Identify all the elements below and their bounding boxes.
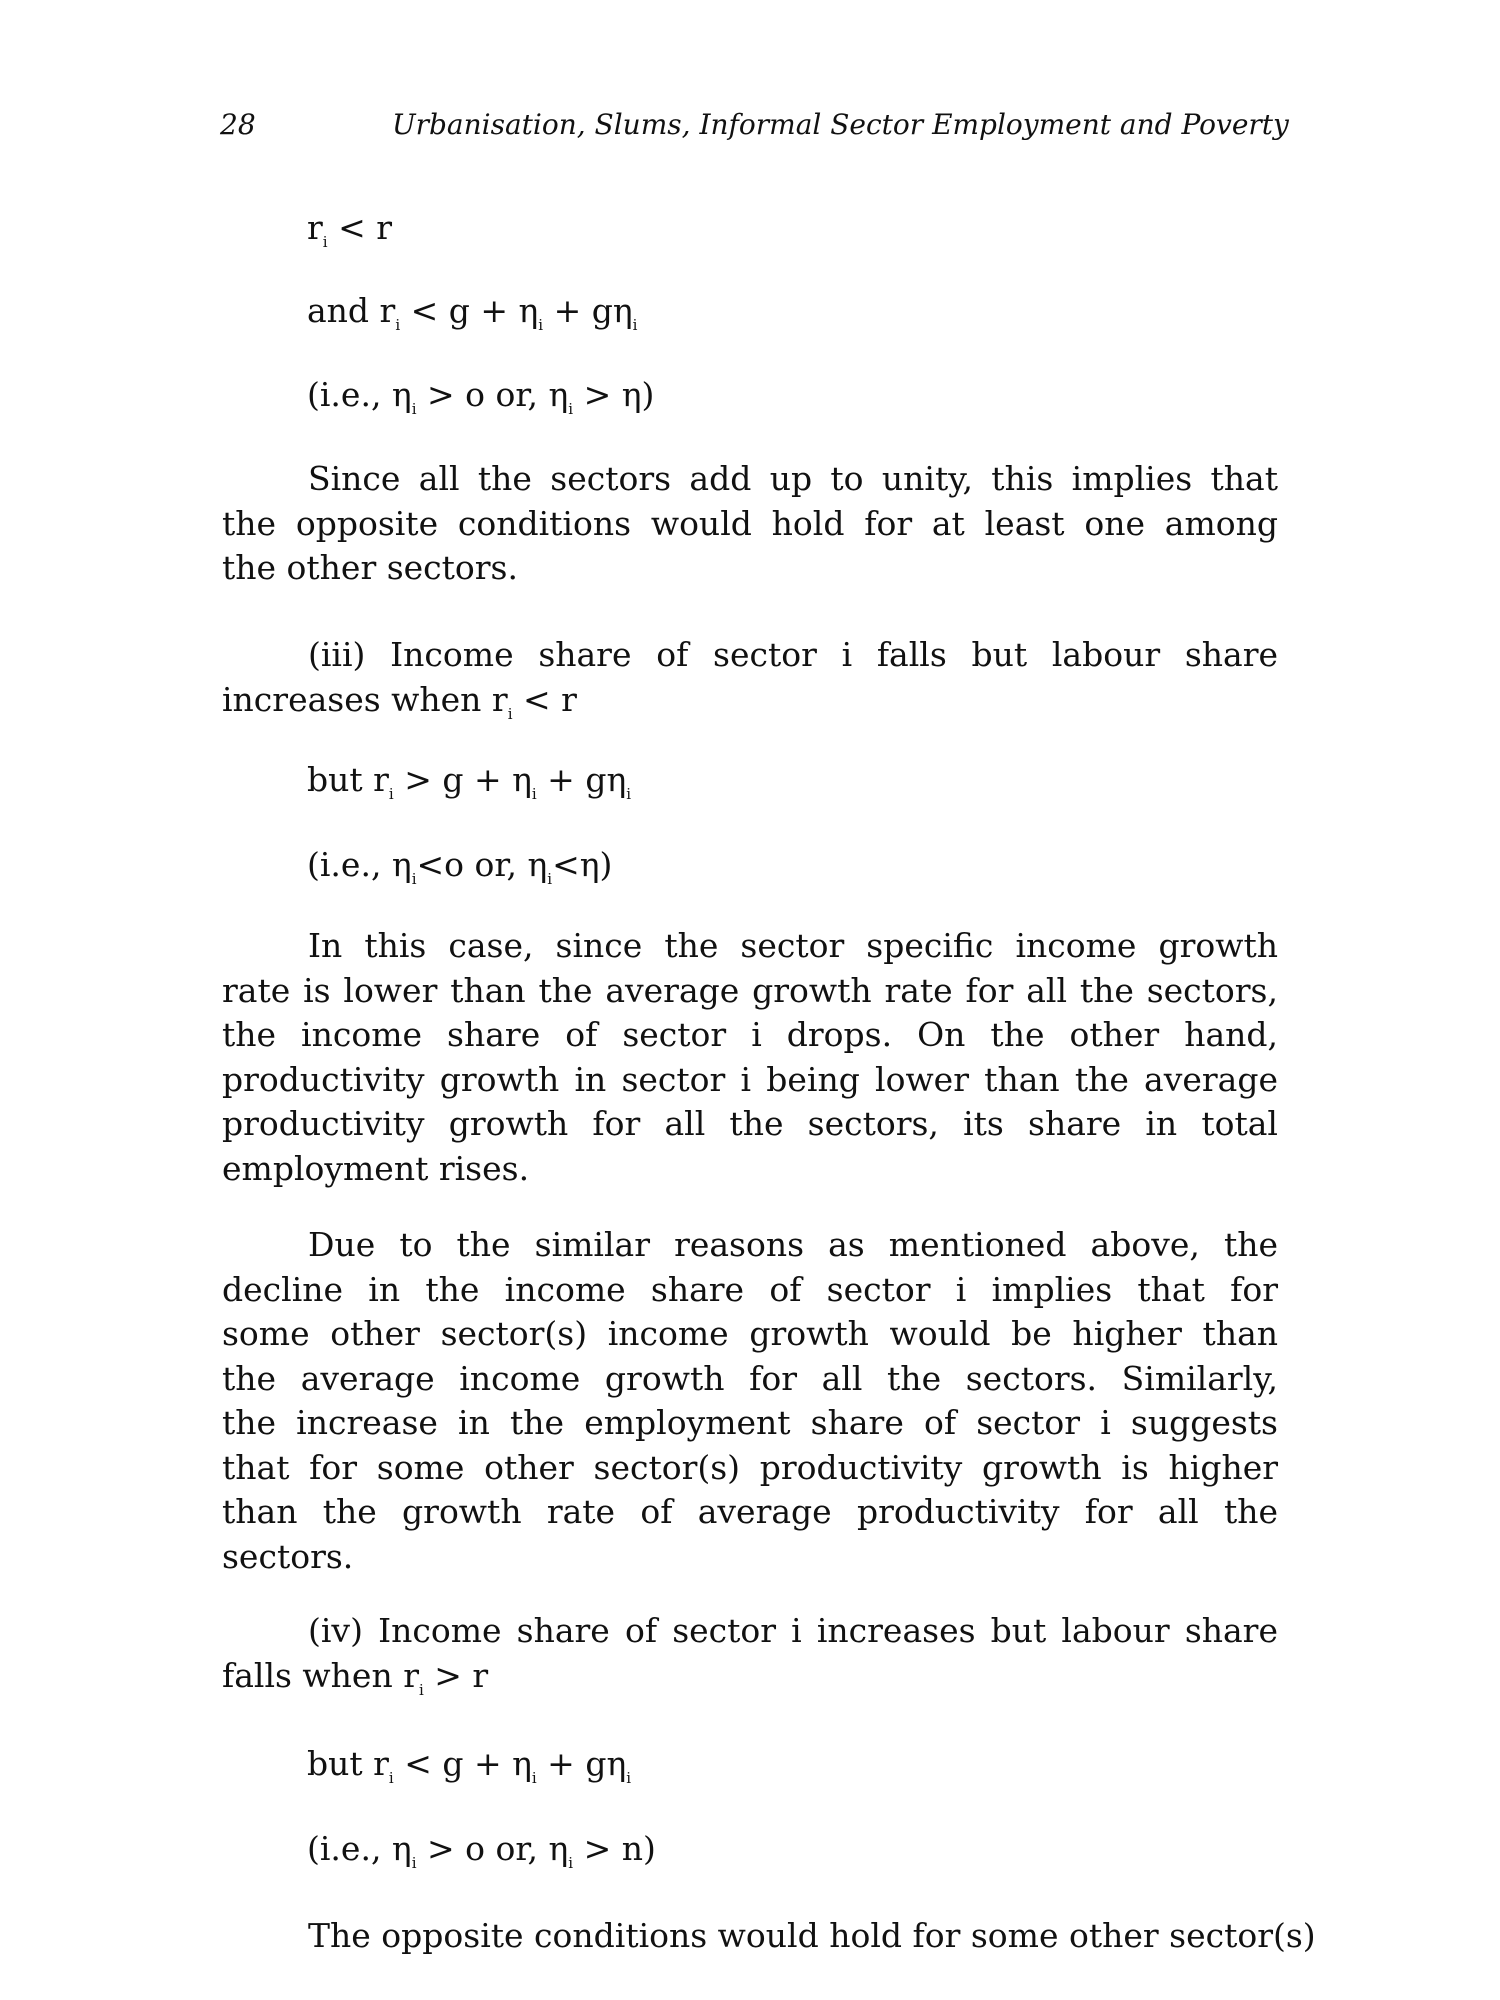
case-iv-condition: falls when $r_i > r$ <box>222 1655 489 1699</box>
case-iv: (iv) Income share of sector i increases but labour share falls when $r_i > r$ <box>222 1609 1278 1712</box>
equation-7: (i.e., $\eta_i > o$ or, $\eta_i > n$) <box>307 1829 656 1872</box>
running-title: Urbanisation, Slums, Informal Sector Employment and Poverty <box>392 108 1289 141</box>
equation-4: but $r_i > g + \eta_i + g\eta_i$ <box>307 760 632 803</box>
paragraph-opposite-conditions: The opposite conditions would hold for some other sector(s) <box>308 1916 1316 1955</box>
page-number: 28 <box>220 108 256 141</box>
equation-2: and $r_i < g + \eta_i + g\eta_i$ <box>307 291 638 334</box>
case-iii-condition: increases when $r_i < r$ <box>222 679 577 723</box>
paragraph-case-explanation: In this case, since the sector specific income growth rate is lower than the average growth rate for all the sectors, the income share of sector i drops. On the other hand, productivity growth in sector i being lower than the average productivity growth for all the sectors, its share in total employment rises. <box>222 926 1278 1188</box>
equation-5: (i.e., $\eta_i<o$ or, $\eta_i<\eta$) <box>307 845 613 888</box>
paragraph-sectors-unity: Since all the sectors add up to unity, this implies that the opposite conditions would hold for at least one among the other sectors. <box>222 459 1278 587</box>
case-iii: (iii) Income share of sector i falls but labour share increases when $r_i < r$ <box>222 633 1278 736</box>
equation-3: (i.e., $\eta_i > o$ or, $\eta_i > \eta$) <box>307 375 655 418</box>
paragraph-similar-reasons: Due to the similar reasons as mentioned above, the decline in the income share of sector i implies that for some other sector(s) income growth would be higher than the average income growth for all the sectors. Similarly, the increase in the employment share of sector i suggests that for some other sector(s) productivity growth is higher than the growth rate of average productivity for all the sectors. <box>222 1225 1278 1576</box>
equation-6: but $r_i < g + \eta_i + g\eta_i$ <box>307 1744 632 1787</box>
equation-1: $r_i < r$ <box>307 208 392 251</box>
page-header <box>220 108 1289 148</box>
